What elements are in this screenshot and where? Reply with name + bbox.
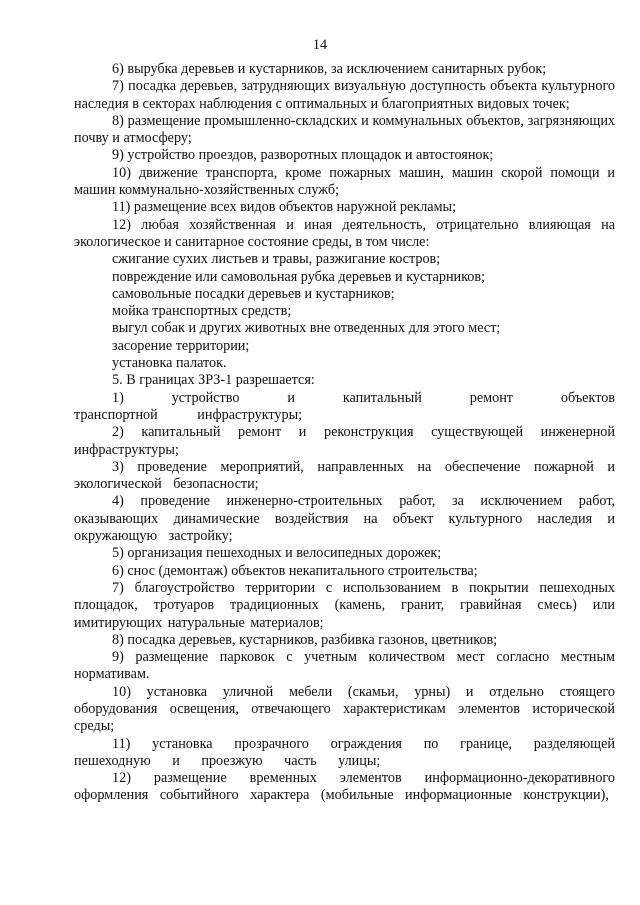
list-item-planting: самовольные посадки деревьев и кустарников; (112, 285, 395, 302)
list-item-littering: засорение территории; (112, 337, 250, 354)
paragraph-item-7: 7) посадка деревьев, затрудняющих визуальную доступность объекта культурного наследия в секторах наблюдения с оптимальных и благоприятных видовых точек; (74, 78, 615, 112)
allowed-item-4: 4) проведение инженерно-строительных работ, за исключением работ, оказывающих динамические воздействия на объект культурного наследия и окружающую застройку; (74, 493, 615, 545)
paragraph-item-11: 11) размещение всех видов объектов наружной рекламы; (112, 199, 457, 216)
allowed-item-2: 2) капитальный ремонт и реконструкция существующей инженерной инфраструктуры; (74, 424, 615, 458)
list-item-car-wash: мойка транспортных средств; (112, 303, 292, 320)
allowed-item-7: 7) благоустройство территории с использованием в покрытии пешеходных площадок, тротуаров традиционных (камень, гранит, гравийная смесь) или имитирующих натуральные материалов; (74, 579, 615, 631)
list-item-burning: сжигание сухих листьев и травы, разжигание костров; (112, 251, 441, 268)
paragraph-item-6: 6) вырубка деревьев и кустарников, за исключением санитарных рубок; (112, 61, 547, 77)
paragraph-item-12: 12) любая хозяйственная и иная деятельность, отрицательно влияющая на экологическое и санитарное состояние среды, в том числе: (74, 216, 615, 250)
allowed-item-3: 3) проведение мероприятий, направленных на обеспечение пожарной и экологической безопасности; (74, 458, 615, 493)
list-item-felling: повреждение или самовольная рубка деревьев и кустарников; (112, 268, 486, 285)
paragraph-item-9: 9) устройство проездов, разворотных площадок и автостоянок; (112, 147, 494, 164)
allowed-item-11: 11) установка прозрачного ограждения по границе, разделяющей пешеходную и проезжую часть улицы; (74, 735, 615, 769)
paragraph-item-10: 10) движение транспорта, кроме пожарных машин, машин скорой помощи и машин коммунально-хозяйственных служб; (74, 164, 615, 199)
allowed-item-8: 8) посадка деревьев, кустарников, разбивка газонов, цветников; (112, 631, 498, 648)
page-number: 14 (312, 37, 328, 53)
allowed-item-10: 10) установка уличной мебели (скамьи, урны) и отдельно стоящего оборудования освещения, отвечающего характеристикам элементов исторической среды; (74, 683, 615, 735)
allowed-item-6: 6) снос (демонтаж) объектов некапитального строительства; (112, 562, 478, 579)
allowed-item-9: 9) размещение парковок с учетным количеством мест согласно местным нормативам. (74, 649, 615, 683)
paragraph-item-8: 8) размещение промышленно-складских и коммунальных объектов, загрязняющих почву и атмосферу; (74, 112, 615, 147)
list-item-dog-walking: выгул собак и других животных вне отведенных для этого мест; (112, 320, 501, 337)
allowed-item-12: 12) размещение временных элементов информационно-декоративного оформления событийного характера (мобильные информационные конструкции), (74, 770, 615, 804)
document-body (74, 61, 615, 805)
allowed-item-5: 5) организация пешеходных и велосипедных дорожек; (112, 545, 442, 562)
list-item-tents: установка палаток. (112, 355, 227, 372)
section-heading-5: 5. В границах ЗРЗ-1 разрешается: (112, 372, 315, 389)
allowed-item-1: 1) устройство и капитальный ремонт объектов транспортной инфраструктуры; (74, 389, 615, 423)
